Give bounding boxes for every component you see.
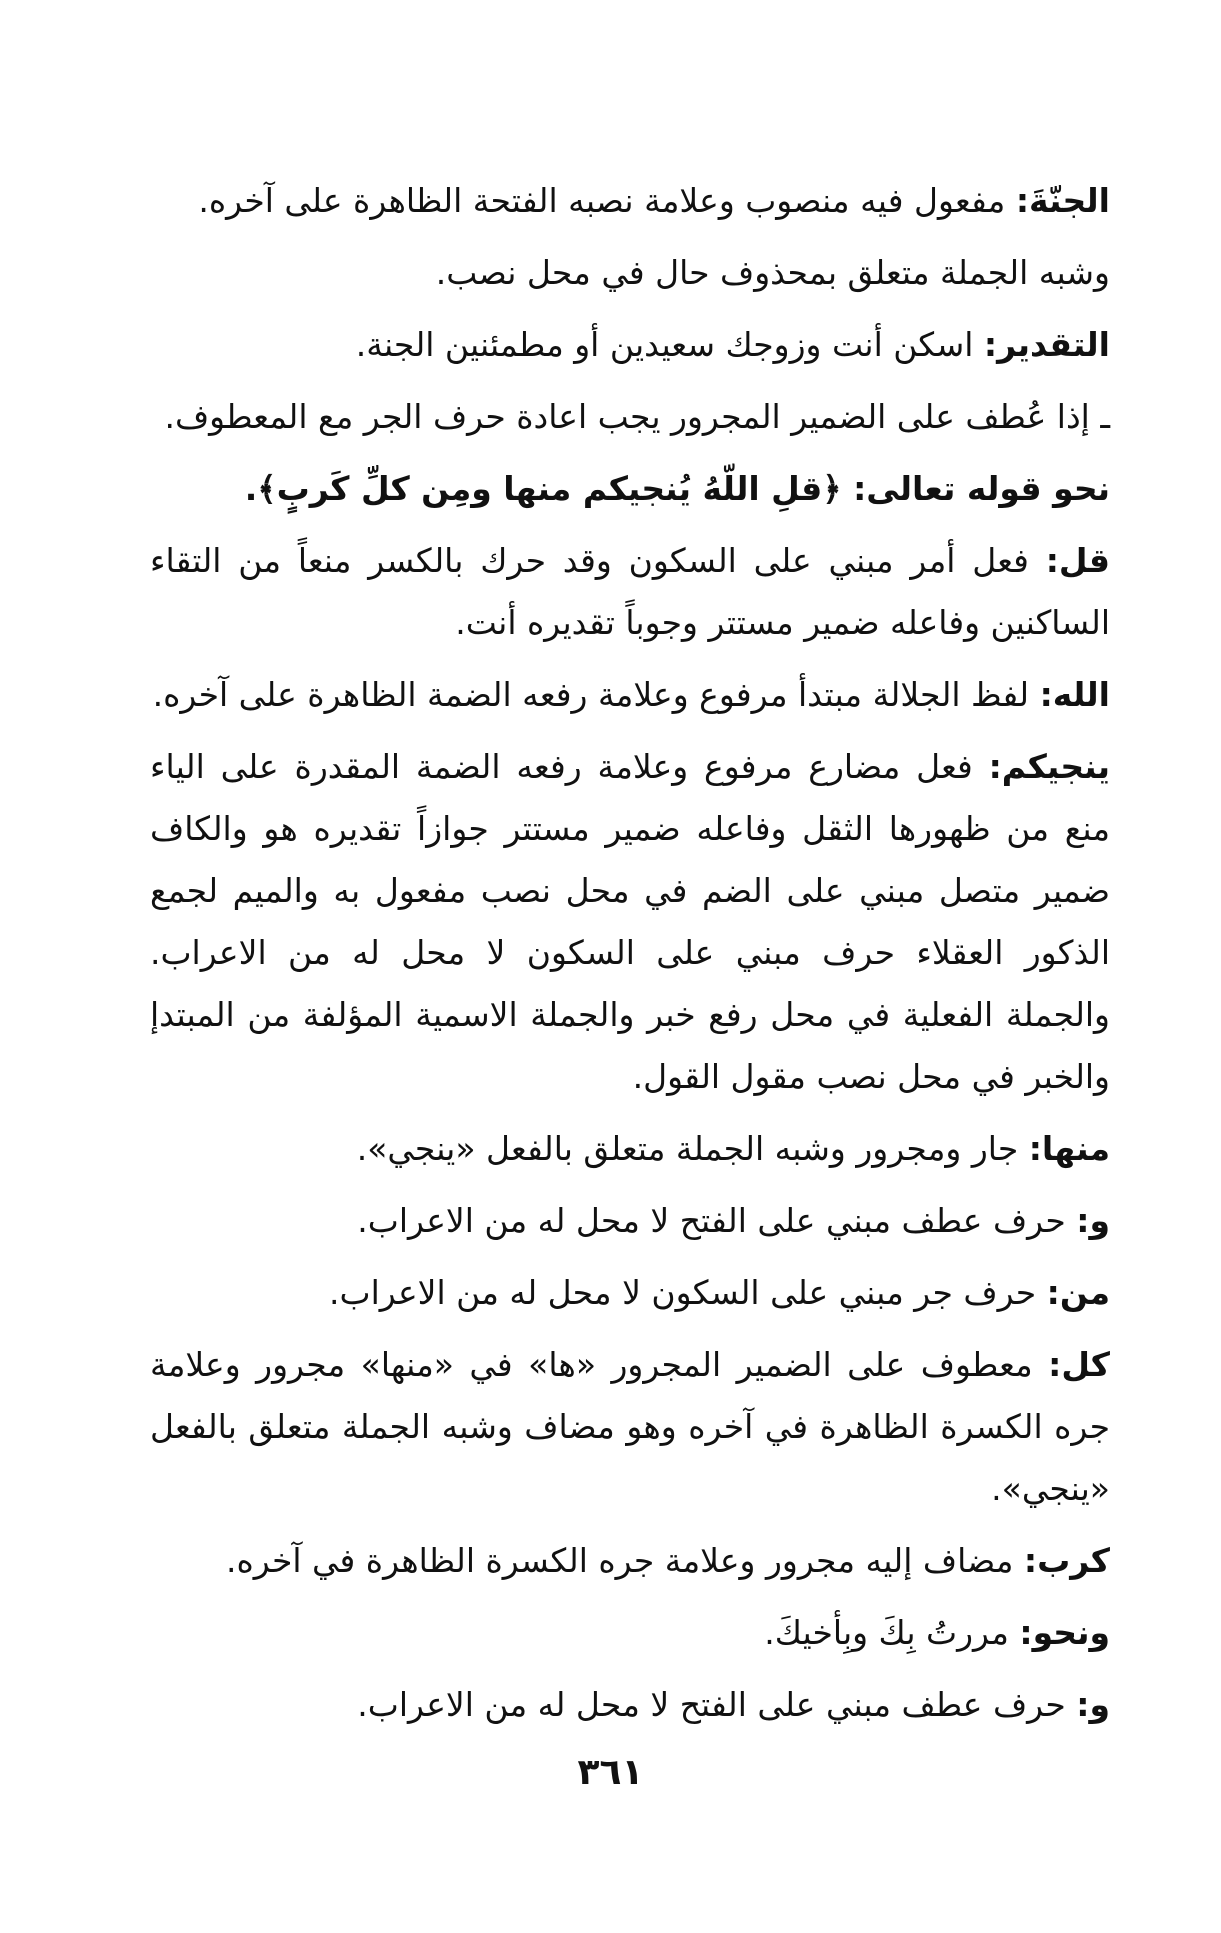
term: قل: [1045, 541, 1110, 580]
paragraph-0 [150, 170, 1110, 232]
term: التقدير: [983, 325, 1110, 364]
term: كرب: [1023, 1541, 1110, 1580]
explanation: اسكن أنت وزوجك سعيدين أو مطمئنين الجنة. [355, 325, 984, 364]
paragraph-7 [150, 736, 1110, 1108]
paragraph-1 [150, 242, 1110, 304]
term: نحو قوله تعالى: [853, 469, 1110, 508]
term: الجنّةَ: [1015, 181, 1110, 220]
paragraph-8 [150, 1118, 1110, 1180]
explanation: مفعول فيه منصوب وعلامة نصبه الفتحة الظاهرة على آخره. [198, 181, 1016, 220]
paragraph-4 [150, 458, 1110, 520]
paragraph-6 [150, 664, 1110, 726]
term: من: [1046, 1273, 1110, 1312]
paragraph-5 [150, 530, 1110, 654]
term: كل: [1048, 1345, 1110, 1384]
explanation: وشبه الجملة متعلق بمحذوف حال في محل نصب. [435, 253, 1110, 292]
paragraph-2 [150, 314, 1110, 376]
explanation: حرف عطف مبني على الفتح لا محل له من الاعراب. [357, 1201, 1077, 1240]
explanation: معطوف على الضمير المجرور «ها» في «منها» مجرور وعلامة جره الكسرة الظاهرة في آخره وهو مضاف وشبه الجملة متعلق بالفعل «ينجي». [150, 1345, 1110, 1508]
explanation: حرف جر مبني على السكون لا محل له من الاعراب. [329, 1273, 1047, 1312]
paragraph-11 [150, 1334, 1110, 1520]
paragraph-13 [150, 1602, 1110, 1664]
paragraph-12 [150, 1530, 1110, 1592]
explanation: فعل مضارع مرفوع وعلامة رفعه الضمة المقدرة على الياء منع من ظهورها الثقل وفاعله ضمير مستتر جوازاً تقديره هو والكاف ضمير متصل مبني على الضم في محل نصب مفعول به والميم لجمع الذكور العقلاء حرف مبني على السكون لا محل له من الاعراب. والجملة الفعلية في محل رفع خبر والجملة الاسمية المؤلفة من المبتدإ والخبر في محل نصب مقول القول. [150, 747, 1110, 1096]
explanation: لفظ الجلالة مبتدأ مرفوع وعلامة رفعه الضمة الظاهرة على آخره. [152, 675, 1040, 714]
explanation: مضاف إليه مجرور وعلامة جره الكسرة الظاهرة في آخره. [225, 1541, 1024, 1580]
explanation: حرف عطف مبني على الفتح لا محل له من الاعراب. [357, 1685, 1077, 1724]
paragraph-3 [150, 386, 1110, 448]
term: و: [1076, 1201, 1110, 1240]
term: ينجيكم: [988, 747, 1110, 786]
page-text [150, 170, 1110, 1746]
quran-verse: ﴿قلِ اللّهُ يُنجيكم منها ومِن كلِّ كَربٍ﴾. [244, 469, 854, 508]
explanation: فعل أمر مبني على السكون وقد حرك بالكسر منعاً من التقاء الساكنين وفاعله ضمير مستتر وجوباً تقديره أنت. [150, 541, 1110, 642]
page-number: ٣٦١ [577, 1752, 644, 1793]
paragraph-14 [150, 1674, 1110, 1736]
term: الله: [1039, 675, 1110, 714]
explanation: جار ومجرور وشبه الجملة متعلق بالفعل «ينجي». [356, 1129, 1029, 1168]
explanation: ـ إذا عُطف على الضمير المجرور يجب اعادة حرف الجر مع المعطوف. [164, 397, 1110, 436]
explanation: مررتُ بِكَ وبِأخيكَ. [764, 1613, 1020, 1652]
term: ونحو: [1019, 1613, 1110, 1652]
paragraph-9 [150, 1190, 1110, 1252]
term: منها: [1028, 1129, 1110, 1168]
term: و: [1076, 1685, 1110, 1724]
paragraph-10 [150, 1262, 1110, 1324]
